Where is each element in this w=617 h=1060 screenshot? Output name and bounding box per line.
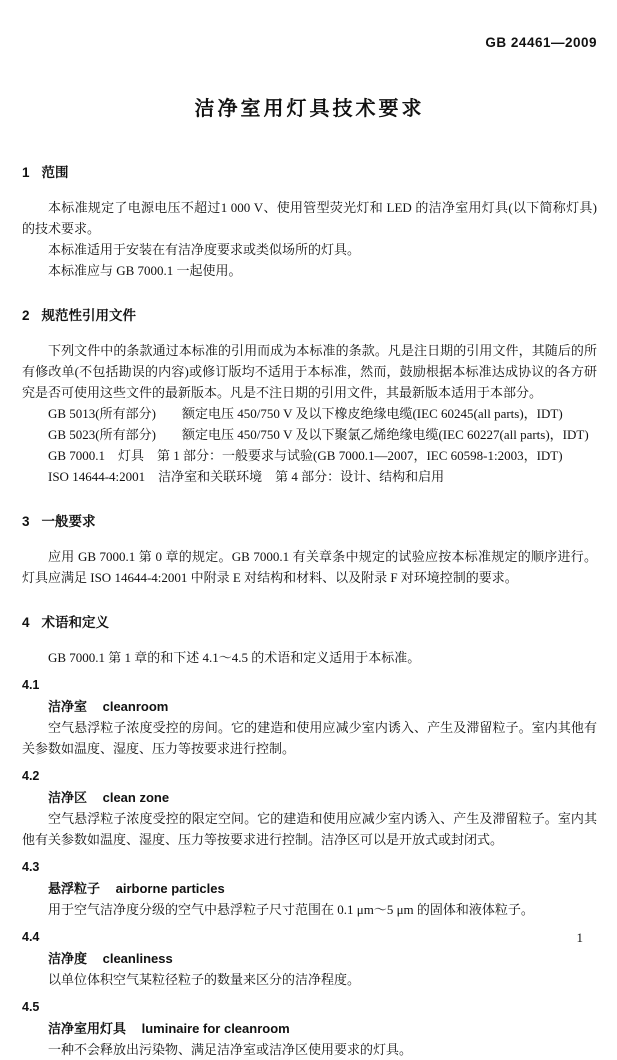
term-definition-block [22,998,597,1060]
term-definition: 空气悬浮粒子浓度受控的房间。它的建造和使用应减少室内诱入、产生及滞留粒子。室内其他有关参数如温度、湿度、压力等按要求进行控制。 [22,720,597,756]
term-definition-block [22,767,597,850]
reference-item: GB 5013(所有部分) 额定电压 450/750 V 及以下橡皮绝缘电缆(IEC 60245(all parts)，IDT) [48,406,563,421]
paragraph: GB 7000.1 第 1 章的和下述 4.1～4.5 的术语和定义适用于本标准。 [48,650,421,665]
paragraph: 本标准应与 GB 7000.1 一起使用。 [48,263,242,278]
term-definition-block [22,858,597,920]
term-en: luminaire for cleanroom [141,1021,290,1036]
paragraph: 本标准适用于安装在有洁净度要求或类似场所的灯具。 [48,242,361,257]
clause-number: 4.5 [22,1000,40,1014]
clause-number: 4.2 [22,769,40,783]
term-en: cleanliness [102,951,173,966]
term-cn: 洁净度 [48,951,88,966]
term-definition: 空气悬浮粒子浓度受控的限定空间。它的建造和使用应减少室内诱入、产生及滞留粒子。室内其他有关参数如温度、湿度、压力等按要求进行控制。洁净区可以是开放式或封闭式。 [22,811,597,847]
section-title: 规范性引用文件 [41,308,137,323]
clause-number: 4.1 [22,678,40,692]
term-line [22,788,597,808]
paragraph: 下列文件中的条款通过本标准的引用而成为本标准的条款。凡是注日期的引用文件，其随后的所有修改单(不包括勘误的内容)或修订版均不适用于本标准，然而，鼓励根据本标准达成协议的各方研究是否可使用这些文件的最新版本。凡是不注日期的引用文件，其最新版本适用于本部分。 [22,343,597,400]
section-number: 3 [22,514,30,529]
section-1-heading [22,162,597,183]
term-cn: 洁净区 [48,790,88,805]
term-en: clean zone [102,790,170,805]
term-en: cleanroom [102,699,169,714]
doc-title: 洁净室用灯具技术要求 [194,98,425,120]
term-en: airborne particles [115,881,225,896]
term-definition: 用于空气洁净度分级的空气中悬浮粒子尺寸范围在 0.1 μm～5 μm 的固体和液体粒子。 [48,902,534,917]
section-title: 一般要求 [41,514,96,529]
section-4-heading [22,612,597,633]
doc-number: GB 24461—2009 [485,35,597,50]
clause-number: 4.3 [22,860,40,874]
term-cn: 洁净室 [48,699,88,714]
term-line [22,1019,597,1039]
term-cn: 悬浮粒子 [48,881,101,896]
reference-item: ISO 14644-4:2001 洁净室和关联环境 第 4 部分：设计、结构和启用 [48,469,445,484]
page-number: 1 [576,930,583,945]
term-definition: 一种不会释放出污染物、满足洁净室或洁净区使用要求的灯具。 [48,1042,413,1057]
section-number: 1 [22,165,30,180]
section-3-heading [22,511,597,532]
term-definition: 以单位体积空气某粒径粒子的数量来区分的洁净程度。 [48,972,361,987]
term-definition-block [22,676,597,759]
paragraph: 应用 GB 7000.1 第 0 章的规定。GB 7000.1 有关章条中规定的试验应按本标准规定的顺序进行。灯具应满足 ISO 14644-4:2001 中附录 E 对结构和材料、以及附录 F 对环境控制的要求。 [22,549,597,585]
term-line [22,879,597,899]
section-number: 2 [22,308,30,323]
term-definition-block [22,928,597,990]
term-line [22,949,597,969]
section-title: 范围 [41,165,69,180]
term-cn: 洁净室用灯具 [48,1021,127,1036]
term-line [22,697,597,717]
section-title: 术语和定义 [41,615,110,630]
reference-item: GB 7000.1 灯具 第 1 部分：一般要求与试验(GB 7000.1—2007，IEC 60598-1:2003，IDT) [48,448,563,463]
section-2-heading [22,305,597,326]
section-number: 4 [22,615,30,630]
paragraph: 本标准规定了电源电压不超过1 000 V、使用管型荧光灯和 LED 的洁净室用灯具(以下简称灯具)的技术要求。 [22,200,597,236]
clause-number: 4.4 [22,930,40,944]
reference-item: GB 5023(所有部分) 额定电压 450/750 V 及以下聚氯乙烯绝缘电缆(IEC 60227(all parts)，IDT) [48,427,589,442]
